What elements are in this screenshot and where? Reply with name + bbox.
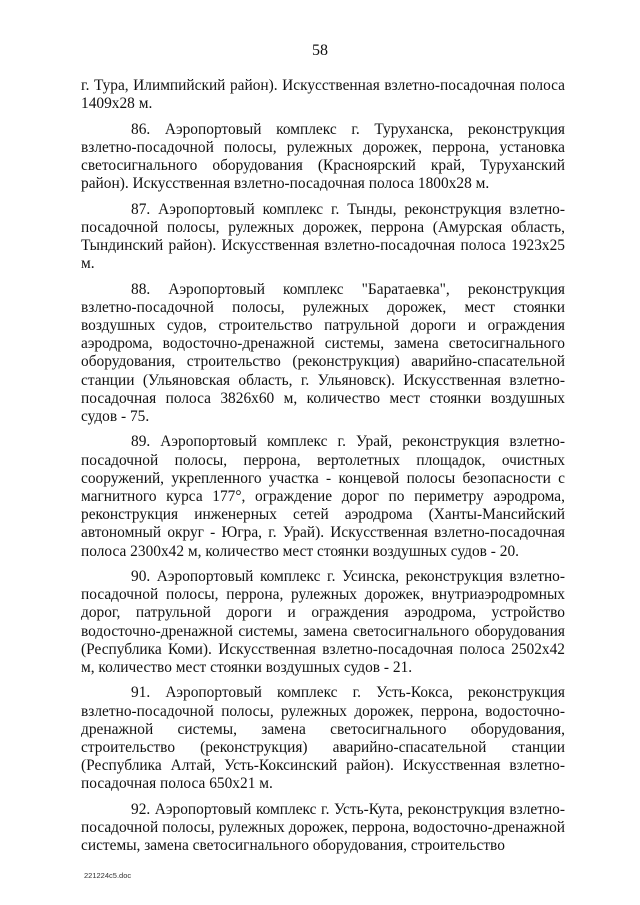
document-body	[81, 77, 565, 863]
list-item-89: 89. Аэропортовый комплекс г. Урай, реконструкция взлетно-посадочной полосы, перрона, вертолетных площадок, очистных сооружений, укрепленного участка - концевой полосы безопасности с магнитного курса 177°, ограждение дорог по периметру аэродрома, реконструкция инженерных сетей аэродрома (Ханты-Мансийский автономный округ - Югра, г. Урай). Искусственная взлетно-посадочная полоса 2300х42 м, количество мест стоянки воздушных судов - 20.	[81, 433, 565, 560]
page-number: 58	[312, 42, 328, 59]
list-item-88: 88. Аэропортовый комплекс "Баратаевка", реконструкция взлетно-посадочной полосы, рулежных дорожек, мест стоянки воздушных судов, строительство патрульной дороги и ограждения аэродрома, водосточно-дренажной системы, замена светосигнального оборудования, строительство (реконструкция) аварийно-спасательной станции (Ульяновская область, г. Ульяновск). Искусственная взлетно-посадочная полоса 3826х60 м, количество мест стоянки воздушных судов - 75.	[81, 280, 565, 426]
list-item-87: 87. Аэропортовый комплекс г. Тынды, реконструкция взлетно-посадочной полосы, рулежных дорожек, перрона (Амурская область, Тындинский район). Искусственная взлетно-посадочная полоса 1923х25 м.	[81, 200, 565, 273]
list-item-86: 86. Аэропортовый комплекс г. Туруханска, реконструкция взлетно-посадочной полосы, рулежных дорожек, перрона, установка светосигнального оборудования (Красноярский край, Туруханский район). Искусственная взлетно-посадочная полоса 1800х28 м.	[81, 120, 565, 193]
paragraph-continuation: г. Тура, Илимпийский район). Искусственная взлетно-посадочная полоса 1409х28 м.	[81, 77, 565, 113]
file-name-footer: 221224с5.doc	[84, 871, 132, 880]
list-item-90: 90. Аэропортовый комплекс г. Усинска, реконструкция взлетно-посадочной полосы, перрона, рулежных дорожек, внутриаэродромных дорог, патрульной дороги и ограждения аэродрома, устройство водосточно-дренажной системы, замена светосигнального оборудования (Республика Коми). Искусственная взлетно-посадочная полоса 2502х42 м, количество мест стоянки воздушных судов - 21.	[81, 568, 565, 677]
list-item-92: 92. Аэропортовый комплекс г. Усть-Кута, реконструкция взлетно-посадочной полосы, рулежных дорожек, перрона, водосточно-дренажной системы, замена светосигнального оборудования, строительство	[81, 800, 565, 855]
list-item-91: 91. Аэропортовый комплекс г. Усть-Кокса, реконструкция взлетно-посадочной полосы, рулежных дорожек, перрона, водосточно-дренажной системы, замена светосигнального оборудования, строительство (реконструкция) аварийно-спасательной станции (Республика Алтай, Усть-Коксинский район). Искусственная взлетно-посадочная полоса 650х21 м.	[81, 684, 565, 793]
